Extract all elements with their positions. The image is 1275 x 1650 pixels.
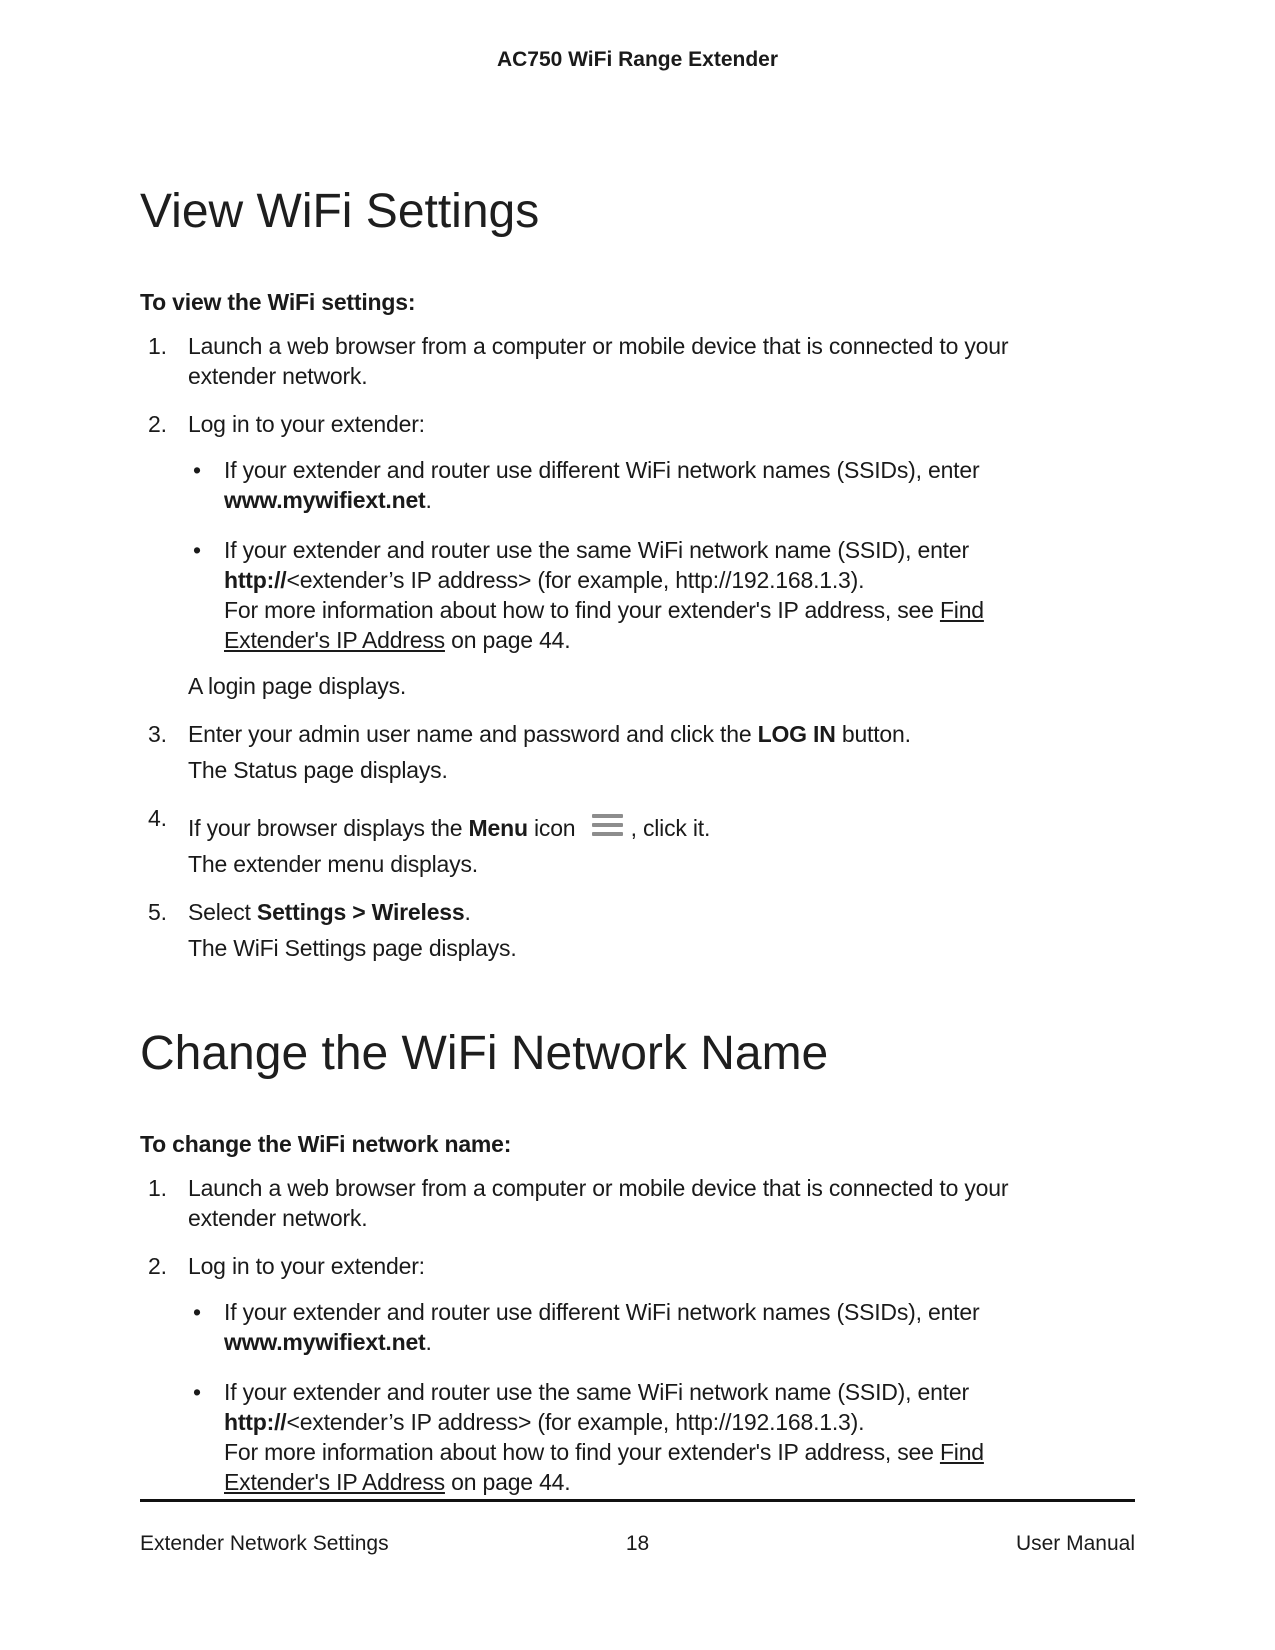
text-segment: For more information about how to find your extender's IP address, see: [224, 597, 940, 623]
step-paragraph: [188, 409, 1135, 439]
bullet-paragraph: [224, 535, 1135, 655]
footer-section-title: Extender Network Settings: [140, 1532, 389, 1555]
section-1: [140, 183, 1135, 963]
bullet-list: [188, 1297, 1135, 1497]
text-line: [188, 719, 1135, 749]
find-extenders-ip-address-link[interactable]: Extender's IP Address: [224, 627, 445, 653]
step-paragraph: [188, 1251, 1135, 1281]
step-item: [140, 803, 1135, 879]
footer-doc-title: User Manual: [1015, 1532, 1136, 1555]
step-paragraph: [188, 331, 1135, 391]
step-body: [188, 1173, 1135, 1233]
text-segment: The extender menu displays.: [188, 851, 478, 877]
text-segment: LOG IN: [757, 721, 836, 747]
steps-list: [140, 331, 1135, 963]
text-segment: .: [425, 487, 432, 513]
bullet-marker: •: [193, 537, 201, 563]
procedure-heading: To view the WiFi settings:: [140, 289, 416, 315]
step-item: [140, 331, 1135, 391]
document-content: [140, 0, 1135, 1515]
bullet-body: [224, 535, 1135, 655]
bullet-marker: •: [193, 1299, 201, 1325]
text-segment: Select: [188, 899, 257, 925]
step-item: [140, 1251, 1135, 1497]
bullet-item: [188, 1377, 1135, 1497]
text-line: [188, 897, 1135, 927]
section-title: View WiFi Settings: [140, 185, 540, 238]
step-body: [188, 331, 1135, 391]
text-segment: .: [425, 1329, 432, 1355]
text-segment: on page 44.: [444, 627, 571, 653]
bullet-body: [224, 1377, 1135, 1497]
text-line: [188, 1173, 1135, 1203]
text-line: [224, 565, 1135, 595]
step-item: [140, 719, 1135, 785]
menu-icon-bar: [592, 823, 623, 827]
text-segment: Launch a web browser from a computer or mobile device that is connected to your: [188, 333, 1009, 359]
step-paragraph: [188, 719, 1135, 749]
text-line: [188, 361, 1135, 391]
text-line: [188, 671, 1135, 701]
text-line: [224, 1407, 1135, 1437]
step-number: 1.: [148, 333, 167, 359]
footer-rule: [140, 1499, 1135, 1502]
text-segment: .: [464, 899, 471, 925]
text-line: [224, 535, 1135, 565]
text-segment: If your extender and router use different WiFi network names (SSIDs), enter: [224, 457, 980, 483]
bullet-paragraph: [224, 455, 1135, 515]
bullet-paragraph: [224, 1297, 1135, 1357]
text-line: [224, 595, 1135, 625]
menu-icon-bar: [592, 832, 623, 836]
text-line: [224, 625, 1135, 655]
menu-icon: [592, 814, 623, 838]
text-segment: If your extender and router use different WiFi network names (SSIDs), enter: [224, 1299, 980, 1325]
text-line: [224, 1467, 1135, 1497]
step-item: [140, 1173, 1135, 1233]
steps-list: [140, 1173, 1135, 1497]
step-number: 2.: [148, 1253, 167, 1279]
step-paragraph: [188, 1173, 1135, 1233]
text-segment: <extender’s IP address> (for example, http://192.168.1.3).: [286, 567, 865, 593]
bullet-list: [188, 455, 1135, 655]
text-line: [188, 331, 1135, 361]
bullet-item: [188, 535, 1135, 655]
step-result-paragraph: [188, 755, 1135, 785]
text-segment: Menu: [468, 815, 528, 841]
footer-page-number: 18: [625, 1532, 650, 1555]
procedure-heading: To change the WiFi network name:: [140, 1131, 512, 1157]
text-line: [224, 1377, 1135, 1407]
text-line: [188, 755, 1135, 785]
step-body: [188, 897, 1135, 963]
text-segment: www.mywifiext.net: [224, 1329, 426, 1355]
footer-row: [140, 1532, 1135, 1556]
menu-icon-bar: [592, 814, 623, 818]
page-footer: [140, 1499, 1135, 1556]
bullet-item: [188, 455, 1135, 515]
step-result-paragraph: [188, 933, 1135, 963]
step-paragraph: [188, 803, 1135, 843]
text-segment: http://: [224, 567, 287, 593]
text-segment: The WiFi Settings page displays.: [188, 935, 517, 961]
text-segment: The Status page displays.: [188, 757, 448, 783]
text-segment: on page 44.: [444, 1469, 571, 1495]
step-after-paragraph: [188, 671, 1135, 701]
text-line: [188, 409, 1135, 439]
text-line: [224, 1327, 1135, 1357]
step-number: 5.: [148, 899, 167, 925]
text-segment: http://: [224, 1409, 287, 1435]
text-segment: If your browser displays the: [188, 815, 469, 841]
step-number: 3.: [148, 721, 167, 747]
running-header: AC750 WiFi Range Extender: [496, 48, 779, 71]
text-line: [224, 1437, 1135, 1467]
text-line: [188, 849, 1135, 879]
find-extenders-ip-address-link[interactable]: Extender's IP Address: [224, 1469, 445, 1495]
text-segment: extender network.: [188, 1205, 368, 1231]
find-extenders-ip-address-link[interactable]: Find: [939, 1439, 984, 1465]
step-number: 4.: [148, 805, 167, 831]
text-line: [188, 1203, 1135, 1233]
text-segment: Log in to your extender:: [188, 1253, 425, 1279]
bullet-body: [224, 1297, 1135, 1357]
section-title: Change the WiFi Network Name: [140, 1027, 829, 1080]
text-line: [188, 933, 1135, 963]
text-segment: If your extender and router use the same WiFi network name (SSID), enter: [224, 1379, 969, 1405]
text-segment: If your extender and router use the same WiFi network name (SSID), enter: [224, 537, 969, 563]
step-body: [188, 719, 1135, 785]
text-segment: <extender’s IP address> (for example, http://192.168.1.3).: [286, 1409, 865, 1435]
step-number: 2.: [148, 411, 167, 437]
text-segment: icon: [527, 815, 582, 841]
bullet-marker: •: [193, 457, 201, 483]
step-item: [140, 409, 1135, 701]
text-segment: Settings > Wireless: [256, 899, 465, 925]
text-segment: www.mywifiext.net: [224, 487, 426, 513]
step-paragraph: [188, 897, 1135, 927]
step-body: [188, 409, 1135, 701]
text-segment: extender network.: [188, 363, 368, 389]
find-extenders-ip-address-link[interactable]: Find: [939, 597, 984, 623]
section-2: [140, 1025, 1135, 1497]
text-line: [224, 485, 1135, 515]
text-segment: , click it.: [630, 815, 711, 841]
step-result-paragraph: [188, 849, 1135, 879]
bullet-marker: •: [193, 1379, 201, 1405]
text-segment: button.: [835, 721, 911, 747]
bullet-body: [224, 455, 1135, 515]
text-line: [224, 1297, 1135, 1327]
text-segment: For more information about how to find your extender's IP address, see: [224, 1439, 940, 1465]
step-body: [188, 1251, 1135, 1497]
text-line: [188, 1251, 1135, 1281]
text-line: [188, 803, 1135, 843]
text-line: [224, 455, 1135, 485]
bullet-item: [188, 1297, 1135, 1357]
step-number: 1.: [148, 1175, 167, 1201]
step-body: [188, 803, 1135, 879]
text-segment: A login page displays.: [188, 673, 407, 699]
text-segment: Enter your admin user name and password and click the: [188, 721, 758, 747]
text-segment: Log in to your extender:: [188, 411, 425, 437]
step-item: [140, 897, 1135, 963]
text-segment: Launch a web browser from a computer or mobile device that is connected to your: [188, 1175, 1009, 1201]
bullet-paragraph: [224, 1377, 1135, 1497]
